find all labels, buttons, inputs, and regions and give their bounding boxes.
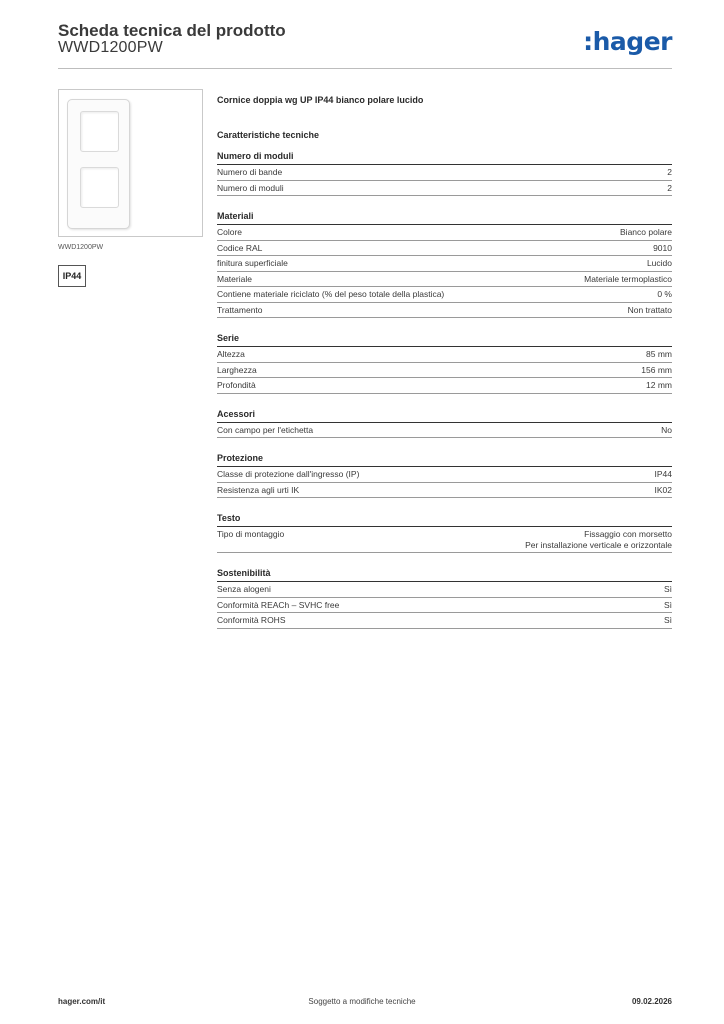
spec-value bbox=[667, 167, 672, 178]
spec-row bbox=[217, 582, 672, 598]
spec-label: Contiene materiale riciclato (% del peso totale della plastica) bbox=[217, 289, 445, 299]
product-name: Cornice doppia wg UP IP44 bianco polare lucido bbox=[217, 95, 424, 105]
spec-label: Con campo per l'etichetta bbox=[217, 424, 314, 435]
section-title: Acessori bbox=[217, 409, 672, 423]
spec-label: Colore bbox=[217, 227, 243, 237]
spec-content bbox=[217, 95, 672, 629]
product-code: WWD1200PW bbox=[58, 39, 163, 56]
spec-value-line: Sì bbox=[663, 615, 672, 625]
footer-website[interactable]: hager.com/it bbox=[58, 997, 106, 1006]
spec-section bbox=[217, 333, 672, 394]
spec-row bbox=[217, 287, 672, 303]
spec-value bbox=[646, 380, 672, 391]
tech-characteristics-title: Caratteristiche tecniche bbox=[217, 130, 320, 140]
spec-value bbox=[628, 305, 672, 316]
section-title: Protezione bbox=[217, 453, 672, 467]
spec-row bbox=[217, 303, 672, 319]
spec-label: Codice RAL bbox=[217, 242, 263, 253]
spec-section bbox=[217, 151, 672, 196]
spec-value-line: Per installazione verticale e orizzontale bbox=[525, 539, 672, 550]
spec-value bbox=[667, 183, 672, 194]
spec-row bbox=[217, 347, 672, 363]
spec-value bbox=[525, 529, 672, 550]
spec-row bbox=[217, 423, 672, 439]
spec-value-line: No bbox=[661, 424, 672, 435]
spec-label: Larghezza bbox=[217, 364, 257, 375]
spec-value bbox=[664, 615, 672, 626]
spec-row bbox=[217, 165, 672, 181]
spec-label: Numero di bande bbox=[217, 167, 283, 177]
spec-label: Materiale bbox=[217, 273, 252, 284]
spec-value-line: IP44 bbox=[654, 469, 672, 479]
spec-value bbox=[657, 289, 672, 300]
spec-value-line: Sì bbox=[663, 599, 672, 610]
section-title: Numero di moduli bbox=[217, 151, 672, 165]
spec-value-line: IK02 bbox=[654, 484, 672, 495]
spec-section bbox=[217, 211, 672, 318]
double-frame-picture bbox=[67, 99, 130, 229]
spec-row bbox=[217, 598, 672, 614]
section-title: Sostenibilità bbox=[217, 568, 672, 582]
footer-date: 09.02.2026 bbox=[631, 997, 672, 1006]
spec-value bbox=[653, 243, 672, 254]
spec-value-line: 2 bbox=[667, 182, 672, 193]
spec-value-line: Sì bbox=[663, 584, 672, 594]
spec-value-line: Bianco polare bbox=[620, 227, 672, 237]
spec-label: Resistenza agli urti IK bbox=[217, 484, 300, 495]
spec-section bbox=[217, 513, 672, 553]
spec-row bbox=[217, 613, 672, 629]
spec-row bbox=[217, 241, 672, 257]
spec-value-line: 0 % bbox=[657, 289, 672, 299]
spec-label: Altezza bbox=[217, 349, 245, 359]
spec-value-line: 12 mm bbox=[646, 380, 672, 390]
spec-label: Profondità bbox=[217, 380, 256, 390]
footer-note: Soggetto a modifiche tecniche bbox=[308, 997, 416, 1006]
spec-value bbox=[655, 469, 673, 480]
spec-label: finitura superficiale bbox=[217, 258, 288, 268]
spec-section bbox=[217, 568, 672, 629]
spec-label: Conformità REACh – SVHC free bbox=[217, 599, 340, 610]
spec-value bbox=[664, 584, 672, 595]
spec-row bbox=[217, 272, 672, 288]
spec-value-line: Non trattato bbox=[627, 304, 672, 315]
section-title: Materiali bbox=[217, 211, 672, 225]
section-title: Serie bbox=[217, 333, 672, 347]
spec-row bbox=[217, 467, 672, 483]
spec-value-line: 9010 bbox=[653, 242, 672, 253]
spec-value bbox=[646, 349, 672, 360]
hager-logo[interactable]: :hager bbox=[583, 27, 672, 56]
product-image bbox=[58, 89, 203, 237]
spec-row bbox=[217, 181, 672, 197]
spec-row bbox=[217, 225, 672, 241]
spec-value-line: 85 mm bbox=[646, 349, 672, 359]
spec-row bbox=[217, 527, 672, 553]
image-caption: WWD1200PW bbox=[58, 244, 104, 251]
spec-section bbox=[217, 453, 672, 498]
frame-opening-top bbox=[80, 111, 119, 152]
spec-row bbox=[217, 483, 672, 499]
spec-value bbox=[641, 365, 672, 376]
ip-rating-badge: IP44 bbox=[58, 265, 86, 287]
spec-row bbox=[217, 378, 672, 394]
frame-opening-bottom bbox=[80, 167, 119, 208]
spec-label: Conformità ROHS bbox=[217, 615, 286, 625]
spec-value-line: Materiale termoplastico bbox=[584, 273, 672, 284]
spec-value-line: Fissaggio con morsetto bbox=[584, 529, 672, 539]
spec-value bbox=[664, 600, 672, 611]
header-divider bbox=[58, 68, 672, 69]
spec-label: Trattamento bbox=[217, 304, 263, 315]
header-title: Scheda tecnica del prodotto bbox=[58, 21, 286, 40]
spec-label: Senza alogeni bbox=[217, 584, 271, 594]
spec-label: Classe di protezione dall'ingresso (IP) bbox=[217, 469, 360, 479]
spec-section bbox=[217, 409, 672, 439]
spec-row bbox=[217, 256, 672, 272]
spec-value-line: 156 mm bbox=[641, 364, 672, 375]
spec-row bbox=[217, 363, 672, 379]
spec-value-line: Lucido bbox=[646, 258, 672, 268]
spec-value bbox=[620, 227, 672, 238]
spec-value bbox=[584, 274, 672, 285]
spec-sections bbox=[217, 151, 672, 629]
spec-value-line: 2 bbox=[667, 167, 672, 177]
spec-value bbox=[647, 258, 672, 269]
section-title: Testo bbox=[217, 513, 672, 527]
spec-value bbox=[655, 485, 673, 496]
spec-label: Numero di moduli bbox=[217, 182, 284, 193]
spec-label: Tipo di montaggio bbox=[217, 529, 285, 539]
spec-value bbox=[661, 425, 672, 436]
